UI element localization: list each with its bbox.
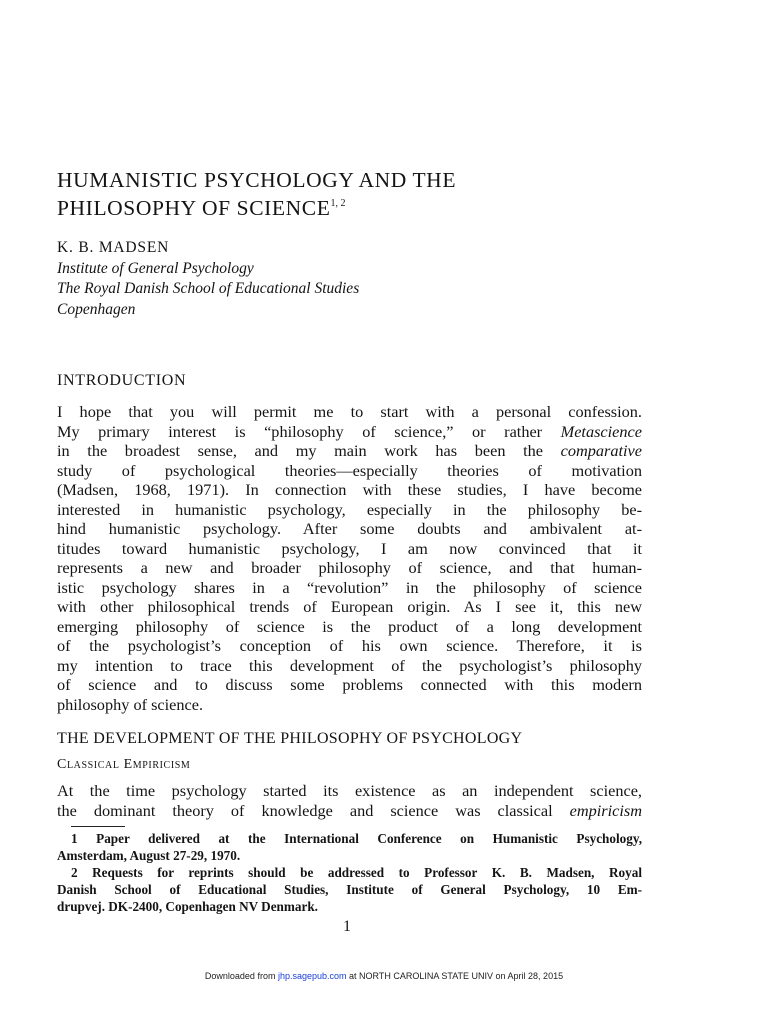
footnote-line: Amsterdam, August 27-29, 1970. <box>57 848 241 863</box>
footnote-line: drupvej. DK-2400, Copenhagen NV Denmark. <box>57 899 318 914</box>
title-footnote-marks: 1, 2 <box>330 198 346 209</box>
text-line: of science and to discuss some problems connected with this modern <box>57 675 642 694</box>
affiliation-line: Institute of General Psychology <box>57 259 254 277</box>
download-suffix: at NORTH CAROLINA STATE UNIV on April 28, 2015 <box>346 971 564 981</box>
text-line: My primary interest is “philosophy of science,” or rather Metascience <box>57 421 642 441</box>
text-line: emerging philosophy of science is the product of a long development <box>57 616 642 636</box>
download-notice <box>0 971 768 981</box>
page-number: 1 <box>343 918 351 935</box>
text-line: with other philosophical trends of European origin. As I see it, this new <box>57 597 642 616</box>
source-link[interactable]: jhp.sagepub.com <box>277 971 347 981</box>
emphasis-text: comparative <box>560 441 642 460</box>
author-name: K. B. MADSEN <box>57 239 170 256</box>
article-title <box>57 168 657 220</box>
text-line: in the broadest sense, and my main work has been the comparative <box>57 441 642 460</box>
introduction-paragraph <box>57 402 642 714</box>
text-line: represents a new and broader philosophy of science, and that human- <box>57 558 642 577</box>
affiliation-line: The Royal Danish School of Educational Studies <box>57 280 360 297</box>
title-line-1: HUMANISTIC PSYCHOLOGY AND THE <box>57 168 457 192</box>
author-block <box>57 238 359 320</box>
text-line: hind humanistic psychology. After some doubts and ambivalent at- <box>57 519 642 538</box>
classical-empiricism-heading: Classical Empiricism <box>57 757 191 772</box>
footnotes <box>57 830 642 915</box>
text-line: I hope that you will permit me to start with a personal confession. <box>57 402 642 421</box>
introduction-heading: INTRODUCTION <box>57 372 187 389</box>
text-line: the dominant theory of knowledge and science was classical empiricism <box>57 800 642 820</box>
text-line: istic psychology shares in a “revolution” in the philosophy of science <box>57 577 642 597</box>
footnote-line: 1 Paper delivered at the International Conference on Humanistic Psychology, <box>71 831 642 846</box>
footnote-rule <box>71 826 125 827</box>
development-heading: THE DEVELOPMENT OF THE PHILOSOPHY OF PSYCHOLOGY <box>57 730 523 747</box>
footnote-line: Danish School of Educational Studies, Institute of General Psychology, 10 Em- <box>57 882 642 897</box>
affiliation-line: Copenhagen <box>57 300 136 318</box>
text-line: study of psychological theories—especially theories of motivation <box>57 460 642 480</box>
footnote-line: 2 Requests for reprints should be addressed to Professor K. B. Madsen, Royal <box>71 865 642 880</box>
download-prefix: Downloaded from <box>204 971 278 981</box>
text-line: interested in humanistic psychology, especially in the philosophy be- <box>57 499 642 519</box>
text-line: of the psychologist’s conception of his own science. Therefore, it is <box>57 636 642 655</box>
text-line: my intention to trace this development of the psychologist’s philosophy <box>57 655 642 675</box>
text-line: (Madsen, 1968, 1971). In connection with these studies, I have become <box>57 480 642 499</box>
text-line: At the time psychology started its existence as an independent science, <box>57 781 642 800</box>
emphasis-text: empiricism <box>569 800 642 820</box>
text-line: philosophy of science. <box>57 694 204 714</box>
text-line: titudes toward humanistic psychology, I am now convinced that it <box>57 538 642 558</box>
emphasis-text: Metascience <box>560 421 642 441</box>
classical-empiricism-paragraph <box>57 781 642 820</box>
title-line-2: PHILOSOPHY OF SCIENCE <box>57 196 331 220</box>
